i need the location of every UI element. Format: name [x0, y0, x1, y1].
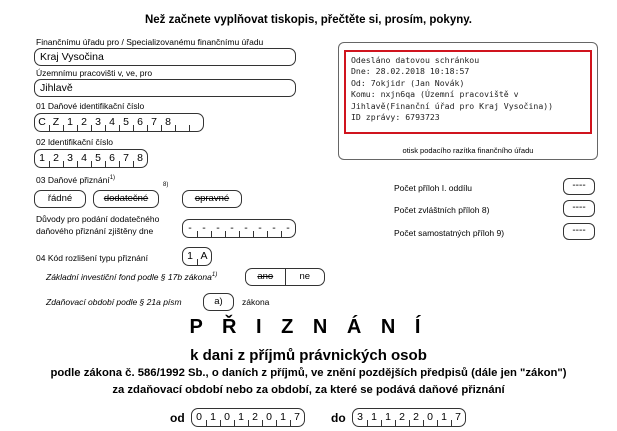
- ic-char: 2: [49, 150, 63, 167]
- stamp-line: Dne: 28.02.2018 10:18:57: [351, 66, 470, 77]
- office-field[interactable]: Kraj Vysočina: [34, 48, 296, 66]
- ic-char: 4: [77, 150, 91, 167]
- ic-char: 8: [133, 150, 147, 167]
- attachments-count-label: Počet příloh I. oddílu: [394, 183, 472, 193]
- ic-char: 3: [63, 150, 77, 167]
- ic-label: 02 Identifikační číslo: [36, 137, 114, 147]
- period-to-char: 0: [423, 409, 437, 426]
- reasons-date-char: -: [225, 220, 239, 237]
- tax-period-field[interactable]: a): [203, 293, 234, 311]
- period-to-char: 3: [357, 411, 363, 423]
- form-type-char: 1: [187, 250, 193, 262]
- dic-char: 2: [77, 114, 91, 131]
- period-from-label: od: [170, 411, 185, 425]
- period-from-char: 1: [206, 409, 220, 426]
- ic-field[interactable]: [34, 149, 148, 168]
- reasons-date-char: -: [267, 220, 281, 237]
- tax-period-suffix: zákona: [242, 297, 270, 307]
- period-to-field[interactable]: [352, 408, 466, 427]
- stamp-line: Odesláno datovou schránkou: [351, 55, 480, 65]
- ic-char: 7: [119, 150, 133, 167]
- office-label: Finančnímu úřadu pro / Specializovanému finančnímu úřadu: [36, 37, 264, 47]
- workplace-field[interactable]: Jihlavě: [34, 79, 296, 97]
- period-from-char: 2: [248, 409, 262, 426]
- dic-char: C: [38, 116, 46, 128]
- reasons-date-field[interactable]: [182, 219, 296, 238]
- tax-period-label: Zdaňovací období podle § 21a písm: [46, 297, 182, 307]
- dic-char: 6: [133, 114, 147, 131]
- reasons-label-line1: Důvody pro podání dodatečného: [36, 214, 160, 224]
- reasons-date-char: -: [197, 220, 211, 237]
- return-type-corrective-option[interactable]: opravné: [182, 190, 242, 208]
- period-to-char: 1: [367, 409, 381, 426]
- reasons-date-char: -: [281, 220, 295, 237]
- reasons-date-char: -: [188, 222, 192, 234]
- form-subtitle: k dani z příjmů právnických osob: [190, 347, 427, 364]
- investment-fund-yes-option[interactable]: ano: [257, 271, 274, 282]
- dic-field[interactable]: [34, 113, 204, 132]
- dic-char: [189, 114, 203, 131]
- dic-char: Z: [49, 114, 63, 131]
- period-to-char: 7: [451, 409, 465, 426]
- special-attachments-field[interactable]: ----: [563, 200, 595, 217]
- stamp-caption: otisk podacího razítka finančního úřadu: [402, 146, 534, 155]
- period-from-char: 0: [196, 411, 202, 423]
- period-to-char: 1: [437, 409, 451, 426]
- return-type-label: [36, 175, 115, 185]
- investment-fund-no-option[interactable]: ne: [285, 269, 325, 285]
- reasons-date-char: -: [239, 220, 253, 237]
- period-from-char: 0: [262, 409, 276, 426]
- form-type-label: 04 Kód rozlišení typu přiznání: [36, 253, 148, 263]
- period-to-label: do: [331, 411, 346, 425]
- stamp-line: Od: 7okjidr (Jan Novák): [351, 77, 465, 88]
- return-type-regular-option[interactable]: řádné: [34, 190, 86, 208]
- stamp-area: [338, 42, 598, 160]
- period-to-char: 1: [381, 409, 395, 426]
- dic-char: 4: [105, 114, 119, 131]
- reasons-date-char: -: [253, 220, 267, 237]
- dic-char: 3: [91, 114, 105, 131]
- investment-fund-label: [46, 272, 217, 282]
- period-from-char: 1: [276, 409, 290, 426]
- dic-char: 1: [63, 114, 77, 131]
- separate-attachments-label: Počet samostatných příloh 9): [394, 228, 505, 238]
- period-from-char: 7: [290, 409, 304, 426]
- return-type-label-text: 03 Daňové přiznání: [36, 175, 110, 185]
- ic-char: 5: [91, 150, 105, 167]
- stamp-line: Jihlavě(Finanční úřad pro Kraj Vysočina)): [351, 100, 554, 111]
- reasons-date-char: -: [211, 220, 225, 237]
- dic-char: 7: [147, 114, 161, 131]
- separate-attachments-field[interactable]: ----: [563, 223, 595, 240]
- investment-fund-footnote: 1): [211, 272, 218, 279]
- dic-char: 5: [119, 114, 133, 131]
- dic-label: 01 Daňové identifikační číslo: [36, 101, 145, 111]
- investment-fund-toggle[interactable]: [245, 268, 325, 286]
- form-title: P Ř I Z N Á N Í: [189, 316, 428, 338]
- attachments-count-field[interactable]: ----: [563, 178, 595, 195]
- period-to-char: 2: [409, 409, 423, 426]
- period-description: za zdaňovací období nebo za období, za které se podává daňové přiznání: [112, 384, 505, 396]
- return-type-additional-option[interactable]: dodatečné: [93, 190, 159, 208]
- period-from-char: 1: [234, 409, 248, 426]
- dic-char: [175, 114, 189, 131]
- period-from-field[interactable]: [191, 408, 305, 427]
- ic-char: 6: [105, 150, 119, 167]
- form-instruction: Než začnete vyplňovat tiskopis, přečtěte si, prosím, pokyny.: [144, 14, 472, 26]
- investment-fund-label-text: Základní investiční fond podle § 17b zákona: [46, 272, 212, 282]
- law-reference: podle zákona č. 586/1992 Sb., o daních z příjmů, ve znění pozdějších předpisů (dále jen "zákon"): [50, 367, 567, 379]
- stamp-line: Komu: nxjn6qa (Územní pracoviště v: [351, 89, 519, 100]
- form-type-char: A: [197, 248, 211, 265]
- additional-footnote: 8): [163, 182, 169, 188]
- period-to-char: 2: [395, 409, 409, 426]
- special-attachments-label: Počet zvláštních příloh 8): [394, 205, 490, 215]
- period-from-char: 0: [220, 409, 234, 426]
- data-box-stamp: [344, 50, 592, 134]
- workplace-label: Územnímu pracovišti v, ve, pro: [36, 68, 153, 78]
- reasons-label-line2: daňového přiznání zjištěny dne: [36, 226, 154, 236]
- form-type-field[interactable]: [182, 247, 212, 266]
- stamp-line: ID zprávy: 6793723: [351, 112, 440, 123]
- ic-char: 1: [39, 152, 45, 164]
- return-type-footnote: 1): [109, 175, 116, 182]
- dic-char: 8: [161, 114, 175, 131]
